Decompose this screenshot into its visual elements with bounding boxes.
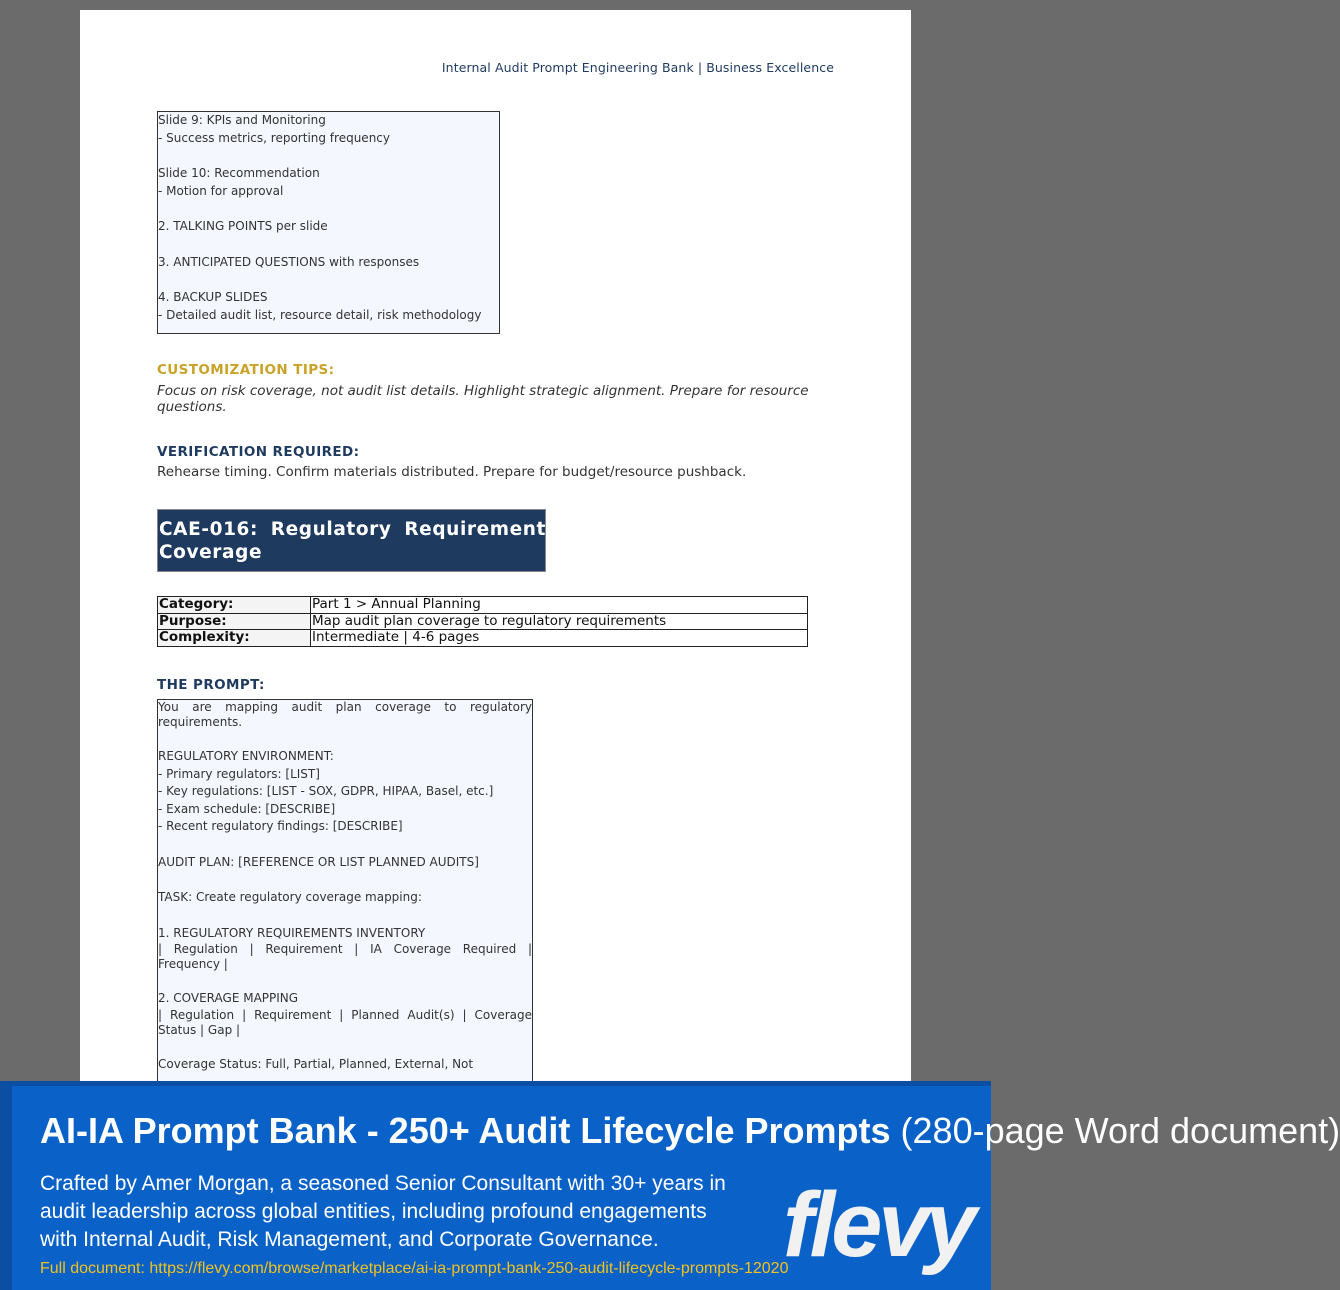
- box-line: 3. ANTICIPATED QUESTIONS with responses: [158, 254, 420, 269]
- box-line: 1. REGULATORY REQUIREMENTS INVENTORY: [158, 925, 426, 940]
- flevy-logo: flevy: [783, 1174, 973, 1276]
- meta-value: Intermediate | 4-6 pages: [311, 630, 808, 647]
- banner-title: [40, 1110, 1340, 1152]
- box-line: TASK: Create regulatory coverage mapping:: [158, 890, 422, 904]
- banner-title-rest: (280-page Word document): [890, 1110, 1340, 1151]
- meta-key: Category:: [158, 597, 311, 614]
- banner-edge: [0, 1086, 12, 1290]
- running-header: Internal Audit Prompt Engineering Bank | Business Excellence: [441, 60, 834, 75]
- prompt-title: CAE-016: Regulatory Requirement Coverage: [159, 519, 546, 563]
- meta-key: Complexity:: [158, 630, 311, 647]
- promo-banner: [0, 1081, 1340, 1290]
- verification-heading: VERIFICATION REQUIRED:: [157, 444, 360, 460]
- document-page: [80, 10, 911, 1090]
- box-line: 2. COVERAGE MAPPING: [158, 991, 299, 1005]
- box-line: You are mapping audit plan coverage to regulatory requirements.: [158, 700, 532, 729]
- table-row: [158, 630, 808, 647]
- box-line: 4. BACKUP SLIDES - Detailed audit list, resource detail, risk methodology: [158, 290, 482, 322]
- verification-text: Rehearse timing. Confirm materials distributed. Prepare for budget/resource pushback.: [157, 464, 747, 480]
- customization-tips-heading: CUSTOMIZATION TIPS:: [157, 362, 335, 378]
- table-row: [158, 613, 808, 630]
- box-line: | Regulation | Requirement | Planned Audit(s) | Coverage Status | Gap |: [158, 1007, 532, 1037]
- prompt-text-box-continued: [157, 111, 500, 334]
- box-line: 2. TALKING POINTS per slide: [158, 219, 328, 233]
- banner-description: Crafted by Amer Morgan, a seasoned Senior Consultant with 30+ years in audit leadership across global entities, including profound engagements with Internal Audit, Risk Management, and Corporate Governance.: [40, 1172, 726, 1251]
- meta-value: Map audit plan coverage to regulatory requirements: [311, 613, 808, 630]
- box-line: REGULATORY ENVIRONMENT: - Primary regulators: [LIST] - Key regulations: [LIST - SOX, GDPR, HIPAA, Basel, etc.] - Exam schedule: [DESCRIBE] - Recent regulatory findings: [DESCRIBE]: [158, 749, 494, 833]
- prompt-meta-table: [157, 596, 808, 647]
- meta-value: Part 1 > Annual Planning: [311, 597, 808, 614]
- box-line: AUDIT PLAN: [REFERENCE OR LIST PLANNED AUDITS]: [158, 854, 479, 869]
- the-prompt-heading: THE PROMPT:: [157, 677, 265, 693]
- box-line: | Regulation | Requirement | IA Coverage Required | Frequency |: [158, 942, 532, 971]
- box-line: Slide 9: KPIs and Monitoring - Success metrics, reporting frequency: [158, 113, 390, 145]
- box-line: Coverage Status: Full, Partial, Planned, External, Not: [158, 1056, 474, 1071]
- meta-key: Purpose:: [158, 613, 311, 630]
- customization-tips-text: Focus on risk coverage, not audit list details. Highlight strategic alignment. Prepare for resource questions.: [157, 383, 809, 415]
- banner-title-bold: AI-IA Prompt Bank - 250+ Audit Lifecycle Prompts: [40, 1110, 891, 1151]
- prompt-title-box: [157, 509, 546, 572]
- full-document-link[interactable]: Full document: https://flevy.com/browse/marketplace/ai-ia-prompt-bank-250-audit-lifecycle-prompts-12020: [40, 1260, 789, 1277]
- table-row: [158, 597, 808, 614]
- prompt-text-box: [157, 699, 533, 1119]
- box-line: Slide 10: Recommendation - Motion for approval: [158, 166, 320, 198]
